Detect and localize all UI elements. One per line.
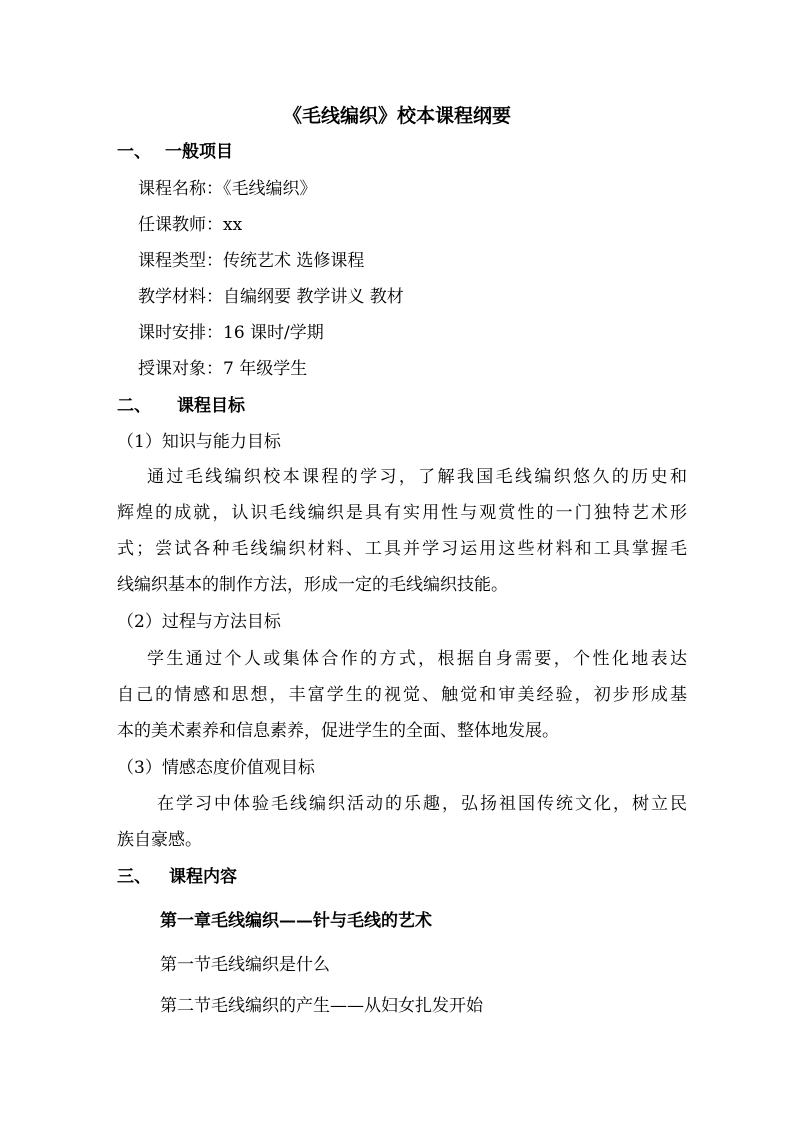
general-item-value: 16 课时/学期 (223, 323, 324, 343)
goal-2-heading: （2）过程与方法目标 (117, 612, 281, 632)
goal-1-line: 线编织基本的制作方法，形成一定的毛线编织技能。 (117, 575, 508, 595)
general-item-course-type (138, 250, 364, 272)
goal-1-line: 辉煌的成就，认识毛线编织是具有实用性与观赏性的一门独特艺术形 (117, 503, 687, 523)
general-item-value: 自编纲要 教学讲义 教材 (223, 287, 404, 307)
section-2-number: 二、 (117, 396, 151, 416)
general-item-label: 授课对象： (138, 359, 223, 379)
goal-3-line: 族自豪感。 (117, 830, 202, 850)
section-2-title: 课程目标 (177, 396, 245, 416)
general-item-teacher (138, 214, 242, 236)
goal-1-line: 通过毛线编织校本课程的学习，了解我国毛线编织悠久的历史和 (147, 467, 687, 487)
general-item-value: 《毛线编织》 (223, 179, 317, 199)
general-item-label: 教学材料： (138, 287, 223, 307)
general-item-audience (138, 358, 307, 380)
goal-3-heading: （3）情感态度价值观目标 (117, 758, 315, 778)
general-item-label: 任课教师： (138, 215, 223, 235)
section-3-heading (117, 866, 237, 888)
section-1-number: 一、 (117, 142, 151, 162)
goal-2-line: 学生通过个人或集体合作的方式，根据自身需要，个性化地表达 (147, 649, 687, 669)
goal-3-line: 在学习中体验毛线编织活动的乐趣，弘扬祖国传统文化，树立民 (157, 794, 687, 814)
chapter-section-item: 第二节毛线编织的产生——从妇女扎发开始 (160, 996, 483, 1016)
section-1-title: 一般项目 (165, 142, 233, 162)
goal-1-heading: （1）知识与能力目标 (117, 432, 281, 452)
general-item-label: 课程名称： (138, 179, 223, 199)
goal-1-line: 式；尝试各种毛线编织材料、工具并学习运用这些材料和工具掌握毛 (117, 539, 687, 559)
general-item-course-name (138, 178, 317, 200)
general-item-label: 课时安排： (138, 323, 223, 343)
goal-2-line: 本的美术素养和信息素养，促进学生的全面、整体地发展。 (117, 721, 559, 741)
section-1-heading (117, 141, 233, 163)
chapter-1-title: 第一章毛线编织——针与毛线的艺术 (160, 911, 432, 931)
section-3-title: 课程内容 (169, 867, 237, 887)
general-item-value: 7 年级学生 (223, 359, 308, 379)
goal-2-line: 自己的情感和思想，丰富学生的视觉、触觉和审美经验，初步形成基 (117, 685, 687, 705)
section-2-heading (117, 395, 245, 417)
general-item-value: xx (223, 215, 243, 235)
general-item-label: 课程类型： (138, 251, 223, 271)
general-item-value: 传统艺术 选修课程 (223, 251, 365, 271)
document-title: 《毛线编织》校本课程纲要 (282, 105, 511, 127)
general-item-materials (138, 286, 404, 308)
general-item-hours (138, 322, 324, 344)
chapter-section-item: 第一节毛线编织是什么 (160, 955, 330, 975)
section-3-number: 三、 (117, 867, 151, 887)
